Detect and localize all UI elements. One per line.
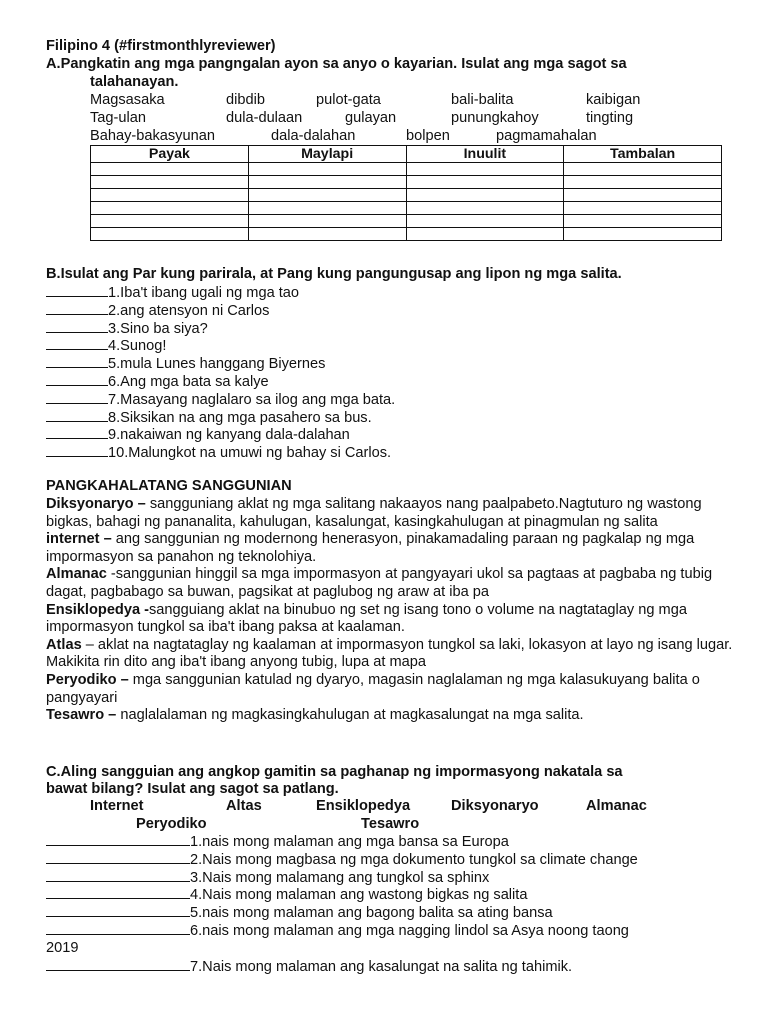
answer-cell[interactable] [564, 228, 722, 241]
word-bank-item: dibdib [226, 92, 265, 108]
list-item [46, 320, 395, 338]
definition-entry [46, 496, 736, 531]
table-row [91, 176, 722, 189]
answer-cell[interactable] [406, 215, 564, 228]
answer-cell[interactable] [406, 189, 564, 202]
answer-cell[interactable] [564, 202, 722, 215]
choice-item: Diksyonaryo [451, 798, 539, 814]
answer-blank[interactable] [46, 391, 108, 404]
definition-text: -sanggunian hinggil sa mga impormasyon at pangyayari ukol sa pagtaas at pagbaba ng tubig dagat, pagbabago sa buwan, pagsikat at paglubog ng araw at iba pa [46, 566, 713, 600]
answer-cell[interactable] [248, 228, 406, 241]
answer-cell[interactable] [91, 202, 249, 215]
list-item [46, 886, 638, 904]
answer-blank[interactable] [46, 444, 108, 457]
word-bank-item: bolpen [406, 128, 450, 144]
list-item [46, 869, 638, 887]
word-bank-item: dala-dalahan [271, 128, 356, 144]
list-item [46, 444, 395, 462]
table-row [91, 202, 722, 215]
list-item [46, 409, 395, 427]
answer-blank[interactable] [46, 922, 190, 935]
answer-blank[interactable] [46, 851, 190, 864]
answer-cell[interactable] [406, 163, 564, 176]
list-item [46, 284, 395, 302]
answer-cell[interactable] [248, 215, 406, 228]
list-item [46, 302, 395, 320]
definition-entry [46, 531, 736, 566]
definition-text: ang sanggunian ng modernong henerasyon, pinakamadaling paraan ng pagkalap ng mga impormasyon sa panahon ng teknolohiya. [46, 531, 695, 565]
item-text: 3.Nais mong malamang ang tungkol sa sphinx [190, 869, 490, 886]
definition-text: sangguiang aklat na binubuo ng set ng isang tono o volume na nagtataglay ng mga impormasyon tungkol sa iba't ibang paksa at kaalaman. [46, 601, 687, 636]
item-text: 5.nais mong malaman ang bagong balita sa ating bansa [190, 905, 553, 922]
word-bank-row-3 [90, 128, 690, 146]
word-bank-item: dula-dulaan [226, 110, 303, 126]
choice-item: Ensiklopedya [316, 798, 411, 814]
answer-cell[interactable] [248, 189, 406, 202]
word-bank-item: bali-balita [451, 92, 514, 108]
answer-cell[interactable] [248, 163, 406, 176]
definition-text: sangguniang aklat ng mga salitang nakaayos nang paalpabeto.Nagtuturo ng wastong bigkas, bahagi ng pananalita, kahulugan, kasalungat, kasingkahulugan at pinagmulan ng salita [46, 496, 702, 530]
word-bank-item: kaibigan [586, 92, 641, 108]
answer-cell[interactable] [91, 163, 249, 176]
answer-blank[interactable] [46, 337, 108, 350]
word-bank-item: pulot-gata [316, 92, 381, 108]
answer-blank[interactable] [46, 869, 190, 882]
table-row [91, 163, 722, 176]
reference-heading: PANGKAHALATANG SANGGUNIAN [46, 478, 292, 494]
list-item [46, 355, 395, 373]
answer-cell[interactable] [91, 189, 249, 202]
definition-entry [46, 672, 736, 707]
definition-text: naglalalaman ng magkasingkahulugan at magkasalungat na mga salita. [116, 707, 584, 724]
answer-blank[interactable] [46, 904, 190, 917]
answer-blank[interactable] [46, 409, 108, 422]
definition-text: mga sanggunian katulad ng dyaryo, magasin naglalaman ng mga kalasukuyang balita o pangyayari [46, 671, 700, 706]
section-a-instruction-cont: talahanayan. [90, 74, 179, 90]
item-text: 8.Siksikan na ang mga pasahero sa bus. [108, 409, 372, 426]
definition-term: Tesawro – [46, 707, 117, 724]
word-bank-item: tingting [586, 110, 634, 126]
item-text: 10.Malungkot na umuwi ng bahay si Carlos. [108, 445, 392, 462]
list-item [46, 958, 638, 976]
choice-item: Internet [90, 798, 144, 814]
definition-term: Atlas [46, 636, 82, 653]
word-bank-item: Bahay-bakasyunan [90, 128, 215, 144]
list-item-continuation [46, 940, 638, 958]
item-text: 1.nais mong malaman ang mga bansa sa Europa [190, 834, 509, 850]
definition-entry [46, 707, 736, 725]
list-item [46, 833, 638, 851]
answer-cell[interactable] [406, 202, 564, 215]
word-bank-row-2 [90, 110, 690, 128]
item-text: 4.Sunog! [108, 338, 167, 355]
word-bank-item: Tag-ulan [90, 110, 146, 126]
answer-cell[interactable] [406, 228, 564, 241]
definition-term: internet – [46, 531, 112, 548]
list-item [46, 922, 638, 940]
definition-term: Peryodiko – [46, 671, 129, 688]
answer-cell[interactable] [564, 176, 722, 189]
list-item [46, 904, 638, 922]
answer-cell[interactable] [91, 215, 249, 228]
definition-entry [46, 602, 736, 637]
word-bank-item: Magsasaka [90, 92, 165, 108]
table-header: Inuulit [406, 146, 564, 163]
table-header: Tambalan [564, 146, 722, 163]
list-item [46, 337, 395, 355]
list-item [46, 373, 395, 391]
reference-choices [90, 798, 710, 834]
item-text: 2.Nais mong magbasa ng mga dokumento tungkol sa climate change [190, 851, 638, 868]
answer-blank[interactable] [46, 320, 108, 333]
answer-cell[interactable] [564, 189, 722, 202]
definition-term: Ensiklopedya - [46, 601, 149, 618]
definition-text: – aklat na nagtataglay ng kaalaman at impormasyon tungkol sa laki, lokasyon at layo ng isang lugar. Makikita rin dito ang iba't ibang anyong tubig, lupa at mapa [46, 636, 733, 671]
word-bank-row-1 [90, 92, 690, 110]
item-text: 5.mula Lunes hanggang Biyernes [108, 356, 326, 373]
classification-table [90, 145, 722, 241]
definition-term: Almanac [46, 566, 107, 583]
answer-cell[interactable] [248, 202, 406, 215]
word-bank-item: punungkahoy [451, 110, 539, 126]
item-text: 6.Ang mga bata sa kalye [108, 373, 269, 390]
answer-blank[interactable] [46, 833, 190, 846]
section-c-instruction: C.Aling sangguian ang angkop gamitin sa paghanap ng impormasyong nakatala sa [46, 764, 623, 780]
list-item [46, 426, 395, 444]
item-text: 9.nakaiwan ng kanyang dala-dalahan [108, 427, 350, 444]
choice-item: Altas [226, 798, 262, 814]
answer-cell[interactable] [91, 176, 249, 189]
section-b-list [46, 284, 395, 462]
list-item [46, 391, 395, 409]
item-text: 1.Iba't ibang ugali ng mga tao [108, 285, 300, 301]
answer-cell[interactable] [91, 228, 249, 241]
item-text: 6.nais mong malaman ang mga nagging lindol sa Asya noong taong [190, 922, 629, 939]
choice-item: Almanac [586, 798, 647, 814]
table-row [91, 228, 722, 241]
item-text: 2.ang atensyon ni Carlos [108, 302, 270, 319]
definition-term: Diksyonaryo – [46, 496, 146, 512]
item-text: 2019 [46, 939, 79, 956]
table-header: Payak [91, 146, 249, 163]
choice-item: Tesawro [361, 816, 420, 832]
item-text: 7.Masayang naglalaro sa ilog ang mga bata. [108, 391, 396, 408]
section-b-instruction: B.Isulat ang Par kung parirala, at Pang kung pangungusap ang lipon ng mga salita. [46, 266, 622, 282]
section-a-instruction: A.Pangkatin ang mga pangngalan ayon sa anyo o kayarian. Isulat ang mga sagot sa [46, 56, 627, 72]
answer-cell[interactable] [564, 215, 722, 228]
answer-blank[interactable] [46, 426, 108, 439]
reference-definitions [46, 496, 736, 725]
answer-blank[interactable] [46, 886, 190, 899]
answer-blank[interactable] [46, 958, 190, 971]
word-bank-item: pagmamahalan [496, 128, 597, 144]
answer-blank[interactable] [46, 373, 108, 386]
section-c-list [46, 833, 638, 975]
definition-entry [46, 566, 736, 601]
worksheet-title: Filipino 4 (#firstmonthlyreviewer) [46, 38, 276, 54]
choice-item: Peryodiko [136, 816, 207, 832]
word-bank-item: gulayan [345, 110, 397, 126]
item-text: 7.Nais mong malaman ang kasalungat na salita ng tahimik. [190, 958, 573, 975]
item-text: 4.Nais mong malaman ang wastong bigkas ng salita [190, 887, 528, 904]
section-c-instruction-cont: bawat bilang? Isulat ang sagot sa patlang. [46, 781, 339, 797]
answer-blank[interactable] [46, 355, 108, 368]
answer-cell[interactable] [248, 176, 406, 189]
item-text: 3.Sino ba siya? [108, 320, 208, 337]
list-item [46, 851, 638, 869]
answer-cell[interactable] [406, 176, 564, 189]
table-row [91, 215, 722, 228]
answer-blank[interactable] [46, 284, 108, 297]
table-row [91, 189, 722, 202]
answer-blank[interactable] [46, 302, 108, 315]
table-header: Maylapi [248, 146, 406, 163]
answer-cell[interactable] [564, 163, 722, 176]
definition-entry [46, 637, 736, 672]
